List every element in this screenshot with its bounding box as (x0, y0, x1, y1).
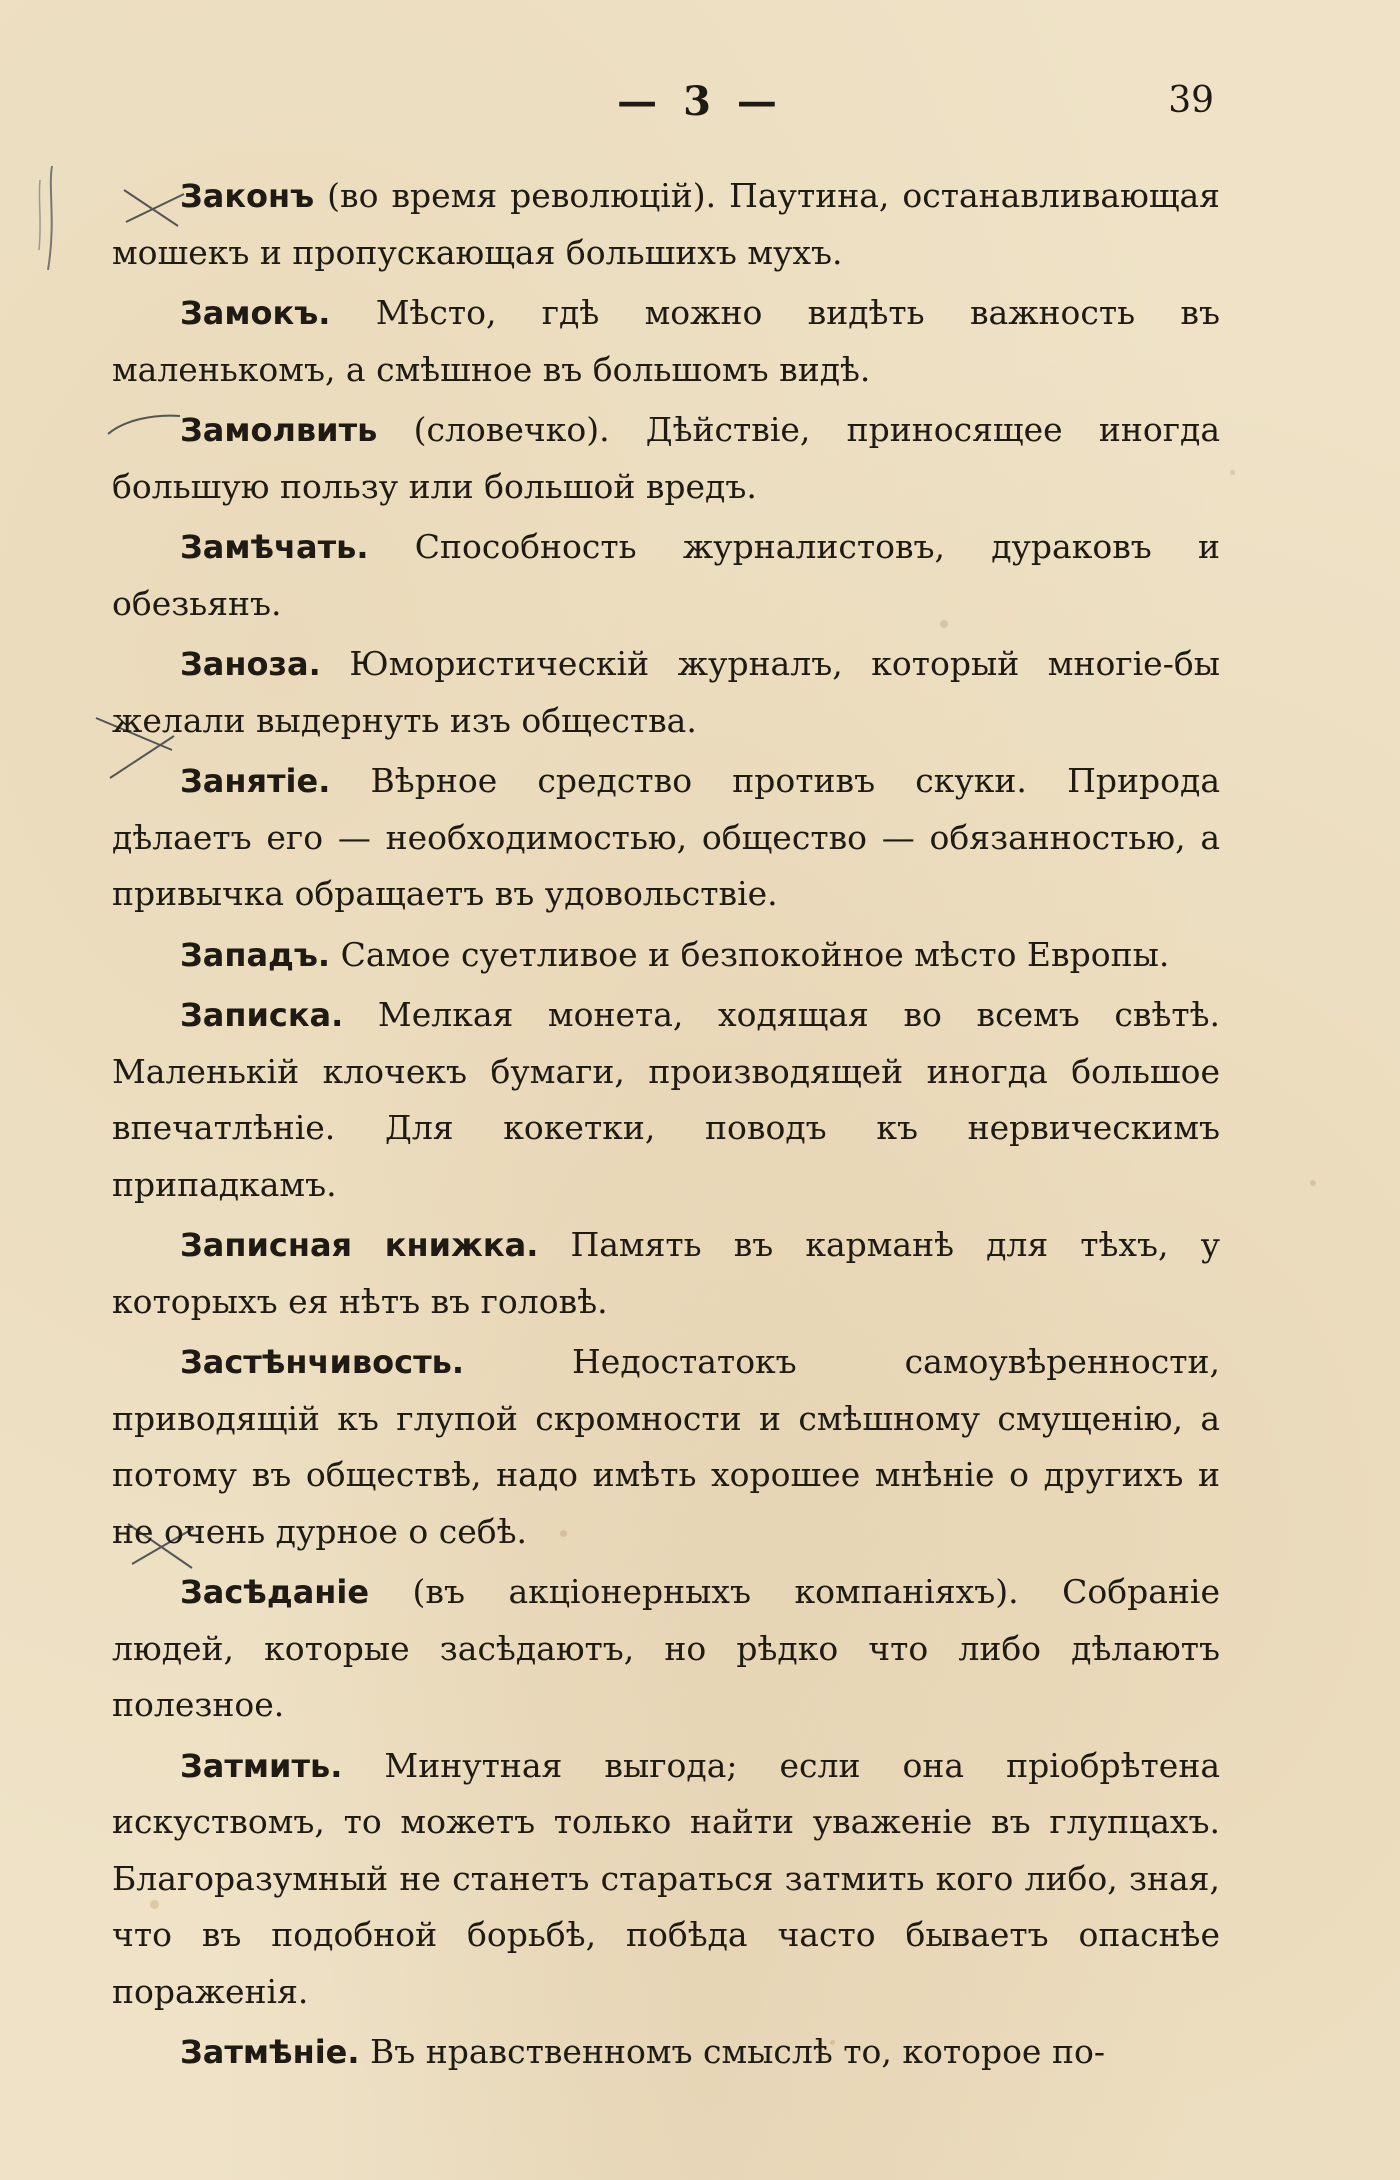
entry-definition: Мѣсто, гдѣ можно видѣть важность въ маленькомъ, а смѣшное въ большомъ видѣ. (112, 293, 1220, 389)
entry-term: Западъ. (180, 935, 331, 974)
entry-definition: (въ акціонерныхъ компаніяхъ). Собраніе людей, которые засѣдаютъ, но рѣдко что либо дѣлаютъ полезное. (112, 1572, 1220, 1724)
entry-term: Законъ (180, 177, 315, 215)
entry-definition: (во время революцій). Паутина, останавливающая мошекъ и пропускающая большихъ мухъ. (112, 176, 1220, 272)
entry-definition: Самое суетливое и безпокойное мѣсто Европы. (330, 934, 1170, 974)
entry-term: Записная книжка. (180, 1226, 539, 1264)
entry-zanyatie (112, 753, 1220, 923)
entry-zatmit (112, 1738, 1220, 2021)
entry-term: Заноза. (180, 645, 321, 683)
entry-zanoza (112, 636, 1220, 749)
entry-term: Затмить. (180, 1746, 343, 1785)
entry-definition: Мелкая монета, ходящая во всемъ свѣтѣ. Маленькій клочекъ бумаги, производящей иногда большое впечатлѣніе. Для кокетки, поводъ къ нервическимъ припадкамъ. (112, 995, 1220, 1204)
entry-term: Затмѣніе. (180, 2033, 360, 2071)
entry-term: Замолвить (180, 411, 378, 449)
entry-zapisnaya-knizhka (112, 1217, 1220, 1330)
paper-speck (1230, 470, 1235, 475)
entry-term: Застѣнчивость. (180, 1343, 465, 1381)
entry-definition: Недостатокъ самоувѣренности, приводящій къ глупой скромности и смѣшному смущенію, а потому въ обществѣ, надо имѣть хорошее мнѣніе о другихъ и не очень дурное о себѣ. (112, 1342, 1220, 1551)
page-number: 39 (1168, 80, 1214, 121)
entry-term: Замокъ. (180, 294, 331, 332)
entry-zamechat (112, 519, 1220, 632)
entry-zapiska (112, 987, 1220, 1213)
page-header (0, 78, 1400, 138)
entry-definition: (словечко). Дѣйствіе, приносящее иногда большую пользу или большой вредъ. (112, 410, 1220, 506)
entry-definition: Вѣрное средство противъ скуки. Природа дѣлаетъ его — необходимостью, общество — обязанностью, а привычка обращаетъ въ удовольствіе. (112, 761, 1220, 913)
entry-zamok (112, 285, 1220, 398)
entry-zasedanie (112, 1564, 1220, 1734)
signature-mark: — 3 — (617, 78, 783, 125)
entry-term: Занятіе. (180, 762, 331, 800)
entry-definition: Память въ карманѣ для тѣхъ, у которыхъ ея нѣтъ въ головѣ. (112, 1225, 1221, 1321)
entry-zastenchivost (112, 1334, 1220, 1560)
entry-definition: Юмористическій журналъ, который многіе-бы желали выдернуть изъ общества. (112, 644, 1220, 740)
entry-zamolvit (112, 402, 1220, 515)
entry-zakon (112, 168, 1220, 281)
entry-term: Засѣданіе (180, 1573, 370, 1611)
entry-term: Записка. (180, 996, 344, 1034)
entry-term: Замѣчать. (180, 528, 369, 566)
entry-zapad (112, 927, 1220, 984)
entry-definition: Способность журналистовъ, дураковъ и обезьянъ. (112, 527, 1220, 623)
margin-pencil-mark (30, 160, 70, 280)
entry-definition: Минутная выгода; если она пріобрѣтена искуствомъ, то можетъ только найти уваженіе въ глупцахъ. Благоразумный не станетъ стараться затмить кого либо, зная, что въ подобной борьбѣ, побѣда часто бываетъ опаснѣе пораженія. (112, 1745, 1220, 2011)
dictionary-entries (112, 168, 1220, 2085)
entry-definition: Въ нравственномъ смыслѣ то, которое по- (359, 2032, 1105, 2071)
paper-speck (1310, 1180, 1316, 1186)
entry-zatmenie (112, 2024, 1220, 2081)
